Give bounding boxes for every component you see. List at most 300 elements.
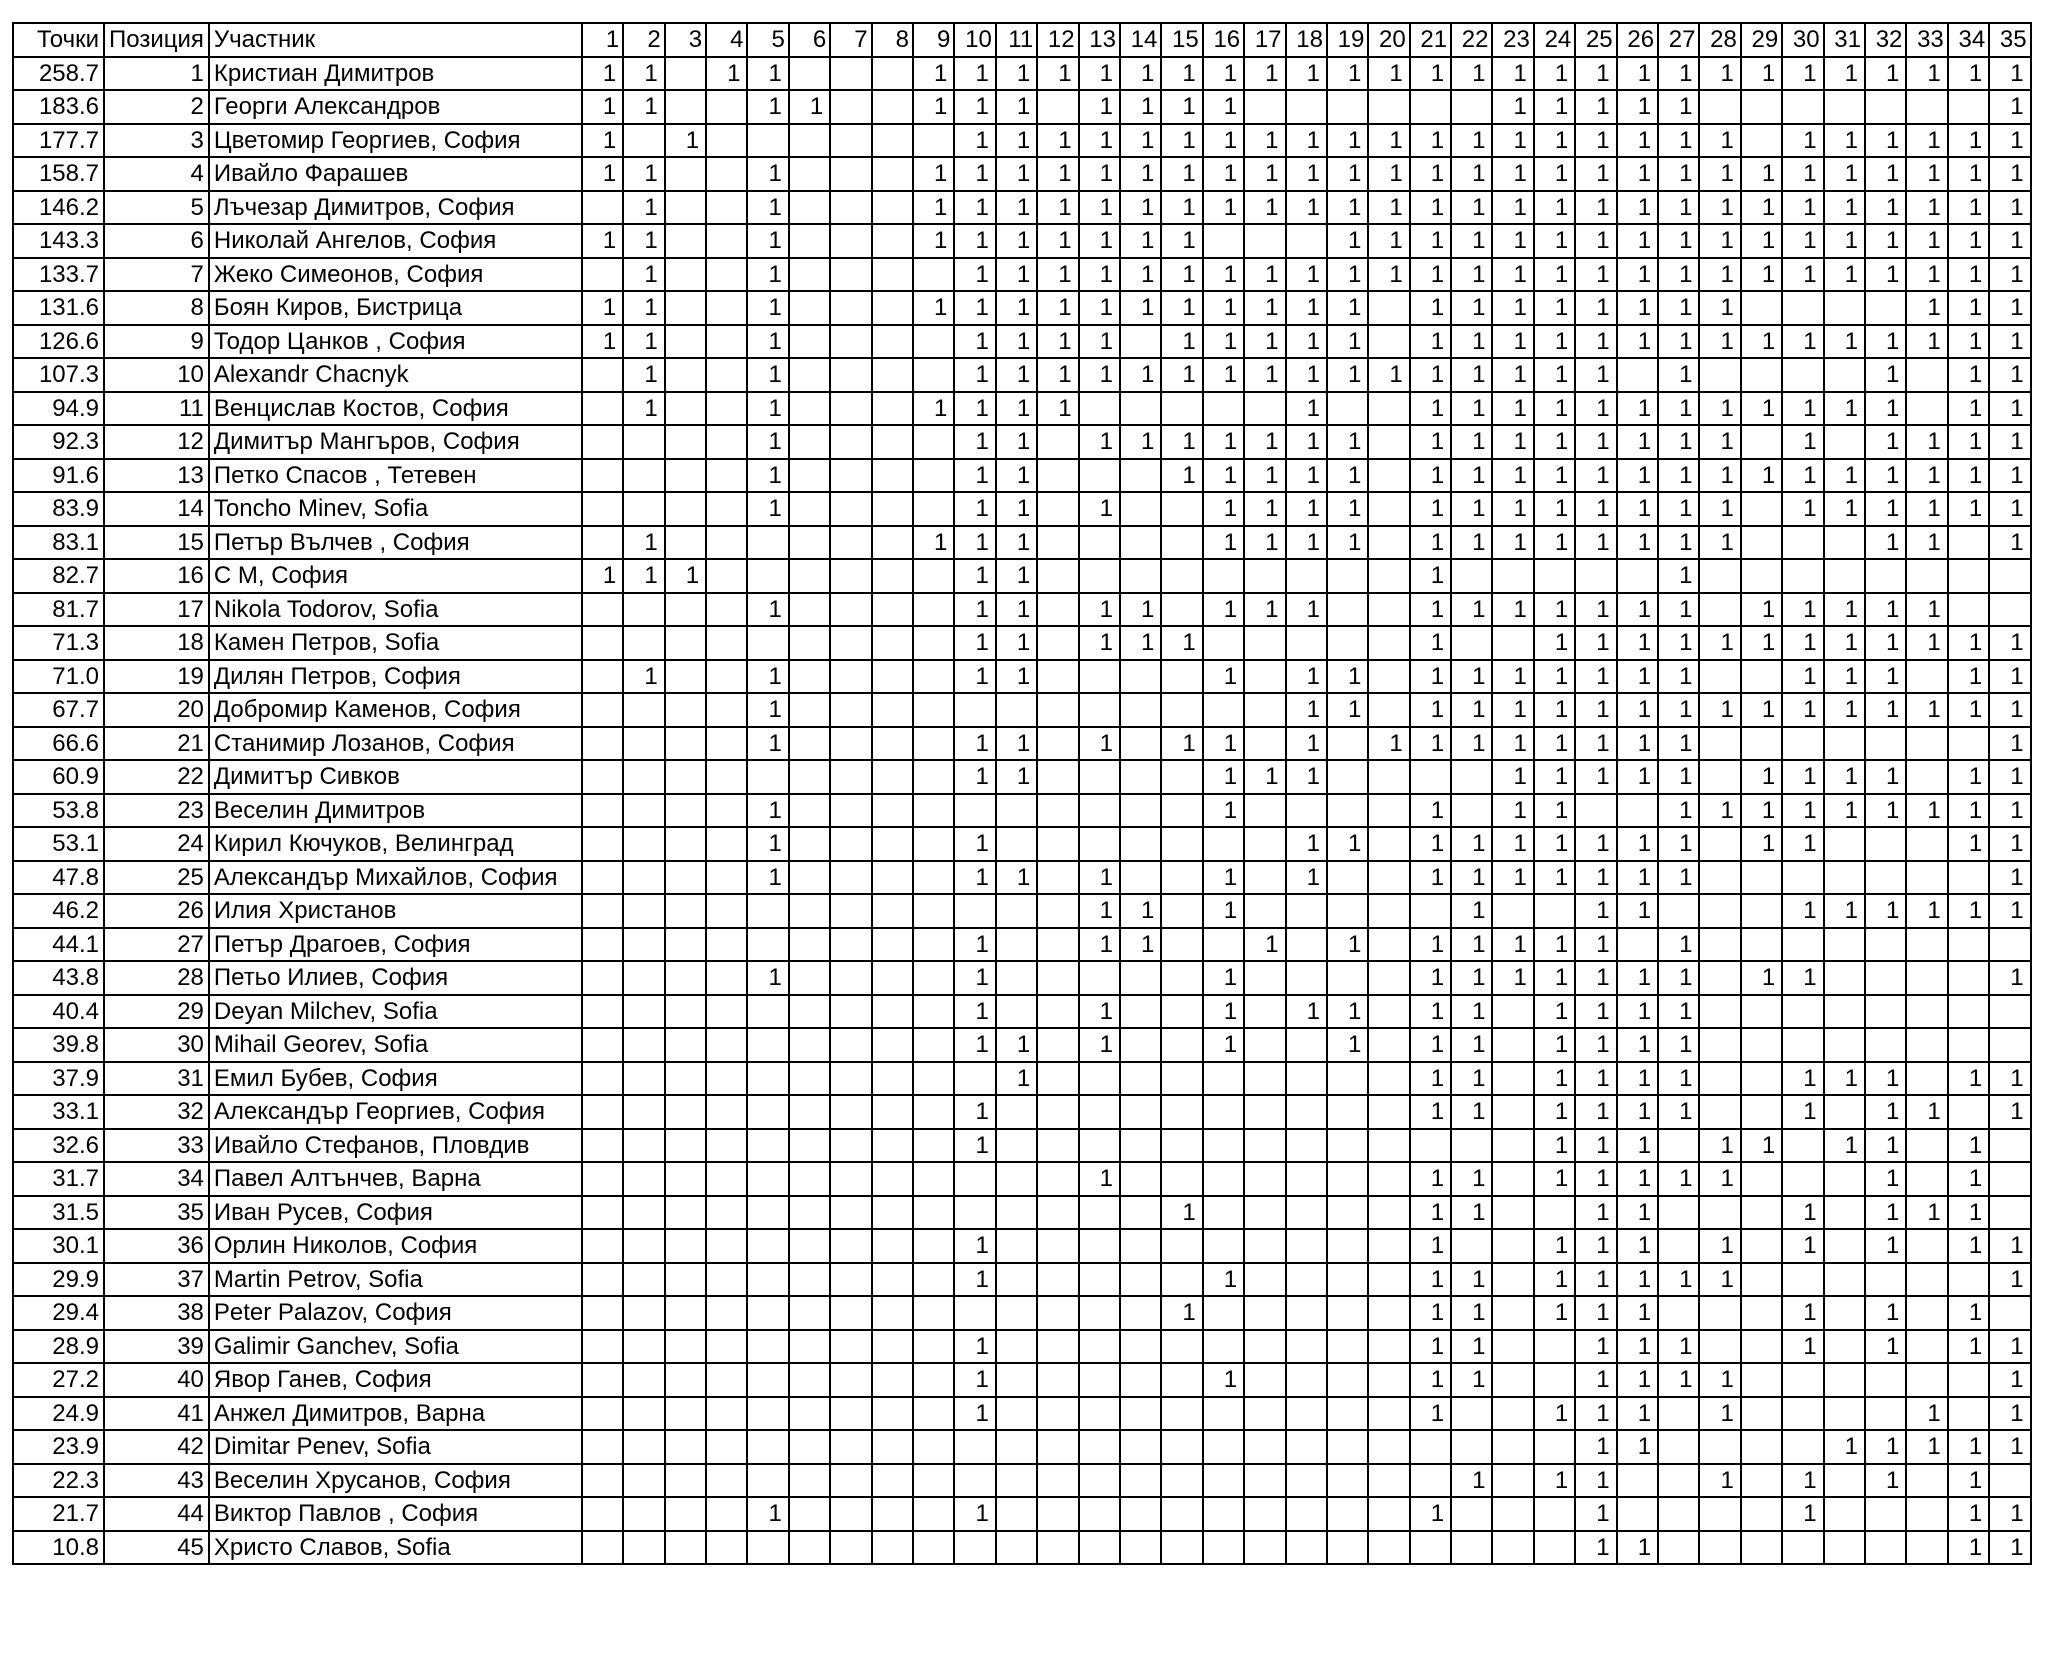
score-cell-33: 1 bbox=[1906, 1397, 1947, 1431]
score-cell-8 bbox=[872, 559, 913, 593]
score-cell-1 bbox=[582, 760, 623, 794]
score-cell-21: 1 bbox=[1410, 1062, 1451, 1096]
score-cell-18 bbox=[1286, 1464, 1327, 1498]
score-cell-15 bbox=[1161, 995, 1202, 1029]
score-cell-13: 1 bbox=[1079, 124, 1120, 158]
position-cell: 37 bbox=[104, 1263, 209, 1297]
score-cell-4 bbox=[706, 191, 747, 225]
score-cell-22: 1 bbox=[1451, 1162, 1492, 1196]
score-cell-20: 1 bbox=[1368, 358, 1409, 392]
score-cell-10: 1 bbox=[954, 392, 995, 426]
score-cell-27: 1 bbox=[1658, 258, 1699, 292]
score-cell-25: 1 bbox=[1575, 1028, 1616, 1062]
score-cell-14 bbox=[1120, 325, 1161, 359]
score-cell-26: 1 bbox=[1617, 191, 1658, 225]
table-row bbox=[13, 995, 2031, 1029]
score-cell-6 bbox=[789, 492, 830, 526]
score-cell-26 bbox=[1617, 1497, 1658, 1531]
score-cell-2 bbox=[623, 727, 664, 761]
score-cell-34: 1 bbox=[1948, 392, 1989, 426]
score-cell-22: 1 bbox=[1451, 526, 1492, 560]
score-cell-15 bbox=[1161, 1095, 1202, 1129]
score-cell-6 bbox=[789, 961, 830, 995]
score-cell-17 bbox=[1244, 559, 1285, 593]
score-cell-22: 1 bbox=[1451, 961, 1492, 995]
score-cell-7 bbox=[830, 1497, 871, 1531]
score-cell-7 bbox=[830, 626, 871, 660]
score-cell-35: 1 bbox=[1989, 1430, 2030, 1464]
participant-cell: Станимир Лозанов, София bbox=[209, 727, 582, 761]
score-cell-17 bbox=[1244, 392, 1285, 426]
score-cell-14 bbox=[1120, 392, 1161, 426]
score-cell-11 bbox=[996, 1531, 1037, 1565]
score-cell-13: 1 bbox=[1079, 1162, 1120, 1196]
score-cell-2 bbox=[623, 1263, 664, 1297]
score-cell-25: 1 bbox=[1575, 693, 1616, 727]
score-cell-22: 1 bbox=[1451, 425, 1492, 459]
score-cell-15: 1 bbox=[1161, 57, 1202, 91]
score-cell-17: 1 bbox=[1244, 425, 1285, 459]
score-cell-29 bbox=[1741, 995, 1782, 1029]
score-cell-23: 1 bbox=[1492, 459, 1533, 493]
score-cell-9: 1 bbox=[913, 392, 954, 426]
table-row bbox=[13, 425, 2031, 459]
score-cell-33: 1 bbox=[1906, 291, 1947, 325]
score-cell-29 bbox=[1741, 1497, 1782, 1531]
position-cell: 31 bbox=[104, 1062, 209, 1096]
points-cell: 143.3 bbox=[13, 224, 104, 258]
score-cell-11 bbox=[996, 1296, 1037, 1330]
score-cell-7 bbox=[830, 1330, 871, 1364]
score-cell-9 bbox=[913, 1397, 954, 1431]
score-cell-26: 1 bbox=[1617, 425, 1658, 459]
score-cell-12 bbox=[1037, 1162, 1078, 1196]
score-cell-6 bbox=[789, 258, 830, 292]
score-cell-29 bbox=[1741, 1095, 1782, 1129]
score-cell-29 bbox=[1741, 1363, 1782, 1397]
score-cell-22 bbox=[1451, 90, 1492, 124]
score-cell-5 bbox=[747, 1464, 788, 1498]
score-cell-6 bbox=[789, 1430, 830, 1464]
score-cell-26: 1 bbox=[1617, 693, 1658, 727]
score-cell-15: 1 bbox=[1161, 325, 1202, 359]
score-cell-24: 1 bbox=[1534, 358, 1575, 392]
score-cell-18 bbox=[1286, 1397, 1327, 1431]
score-cell-28 bbox=[1699, 995, 1740, 1029]
position-cell: 6 bbox=[104, 224, 209, 258]
score-cell-10: 1 bbox=[954, 258, 995, 292]
score-cell-25: 1 bbox=[1575, 1263, 1616, 1297]
score-cell-8 bbox=[872, 1229, 913, 1263]
score-cell-34 bbox=[1948, 90, 1989, 124]
score-cell-10 bbox=[954, 794, 995, 828]
score-cell-19: 1 bbox=[1327, 995, 1368, 1029]
score-cell-23: 1 bbox=[1492, 760, 1533, 794]
participant-cell: Орлин Николов, София bbox=[209, 1229, 582, 1263]
score-cell-13: 1 bbox=[1079, 928, 1120, 962]
score-cell-1: 1 bbox=[582, 57, 623, 91]
score-cell-17 bbox=[1244, 894, 1285, 928]
score-cell-3: 1 bbox=[665, 559, 706, 593]
score-cell-13 bbox=[1079, 1397, 1120, 1431]
score-cell-26: 1 bbox=[1617, 325, 1658, 359]
score-cell-31 bbox=[1824, 1229, 1865, 1263]
participant-cell: Христо Славов, Sofia bbox=[209, 1531, 582, 1565]
task-header-27: 27 bbox=[1658, 23, 1699, 57]
score-cell-19 bbox=[1327, 1296, 1368, 1330]
score-cell-29: 1 bbox=[1741, 325, 1782, 359]
score-cell-5 bbox=[747, 1531, 788, 1565]
score-cell-30 bbox=[1782, 1129, 1823, 1163]
participant-cell: Dimitar Penev, Sofia bbox=[209, 1430, 582, 1464]
score-cell-9 bbox=[913, 1531, 954, 1565]
score-cell-30: 1 bbox=[1782, 1095, 1823, 1129]
score-cell-31 bbox=[1824, 291, 1865, 325]
score-cell-10: 1 bbox=[954, 827, 995, 861]
score-cell-8 bbox=[872, 459, 913, 493]
score-cell-7 bbox=[830, 1263, 871, 1297]
score-cell-2 bbox=[623, 1397, 664, 1431]
score-cell-28: 1 bbox=[1699, 794, 1740, 828]
score-cell-20 bbox=[1368, 894, 1409, 928]
score-cell-6 bbox=[789, 1095, 830, 1129]
score-cell-25: 1 bbox=[1575, 760, 1616, 794]
score-cell-22: 1 bbox=[1451, 1196, 1492, 1230]
score-cell-20 bbox=[1368, 90, 1409, 124]
score-cell-33 bbox=[1906, 660, 1947, 694]
score-cell-1 bbox=[582, 1430, 623, 1464]
score-cell-9 bbox=[913, 492, 954, 526]
score-cell-6 bbox=[789, 526, 830, 560]
score-cell-34: 1 bbox=[1948, 1296, 1989, 1330]
score-cell-7 bbox=[830, 660, 871, 694]
score-cell-31 bbox=[1824, 425, 1865, 459]
score-cell-35: 1 bbox=[1989, 1062, 2030, 1096]
score-cell-16 bbox=[1203, 559, 1244, 593]
score-cell-22: 1 bbox=[1451, 1263, 1492, 1297]
score-cell-28 bbox=[1699, 593, 1740, 627]
score-cell-18 bbox=[1286, 1430, 1327, 1464]
score-cell-19: 1 bbox=[1327, 459, 1368, 493]
score-cell-16 bbox=[1203, 1531, 1244, 1565]
score-cell-2 bbox=[623, 1229, 664, 1263]
score-cell-1 bbox=[582, 258, 623, 292]
score-cell-27: 1 bbox=[1658, 124, 1699, 158]
score-cell-3 bbox=[665, 459, 706, 493]
score-cell-27: 1 bbox=[1658, 191, 1699, 225]
score-cell-17: 1 bbox=[1244, 325, 1285, 359]
score-cell-35: 1 bbox=[1989, 1397, 2030, 1431]
score-cell-15: 1 bbox=[1161, 425, 1202, 459]
score-cell-14 bbox=[1120, 961, 1161, 995]
points-cell: 126.6 bbox=[13, 325, 104, 359]
score-cell-3 bbox=[665, 1330, 706, 1364]
score-cell-6 bbox=[789, 1263, 830, 1297]
score-cell-4 bbox=[706, 90, 747, 124]
score-cell-34: 1 bbox=[1948, 1464, 1989, 1498]
score-cell-3 bbox=[665, 1296, 706, 1330]
score-cell-10 bbox=[954, 693, 995, 727]
score-cell-8 bbox=[872, 526, 913, 560]
task-header-1: 1 bbox=[582, 23, 623, 57]
score-cell-6: 1 bbox=[789, 90, 830, 124]
score-cell-12 bbox=[1037, 559, 1078, 593]
score-cell-11: 1 bbox=[996, 492, 1037, 526]
score-cell-29: 1 bbox=[1741, 392, 1782, 426]
score-cell-11: 1 bbox=[996, 626, 1037, 660]
score-cell-22 bbox=[1451, 559, 1492, 593]
score-cell-8 bbox=[872, 291, 913, 325]
score-cell-24: 1 bbox=[1534, 425, 1575, 459]
score-cell-25: 1 bbox=[1575, 291, 1616, 325]
score-cell-6 bbox=[789, 325, 830, 359]
table-row bbox=[13, 1531, 2031, 1565]
position-cell: 28 bbox=[104, 961, 209, 995]
score-cell-10: 1 bbox=[954, 1497, 995, 1531]
score-cell-20 bbox=[1368, 1531, 1409, 1565]
score-cell-3 bbox=[665, 425, 706, 459]
score-cell-20 bbox=[1368, 1296, 1409, 1330]
score-cell-12 bbox=[1037, 961, 1078, 995]
score-cell-2: 1 bbox=[623, 325, 664, 359]
position-cell: 20 bbox=[104, 693, 209, 727]
score-cell-35: 1 bbox=[1989, 224, 2030, 258]
table-row bbox=[13, 1497, 2031, 1531]
score-cell-21: 1 bbox=[1410, 827, 1451, 861]
score-cell-31 bbox=[1824, 1095, 1865, 1129]
score-cell-4 bbox=[706, 258, 747, 292]
score-cell-34: 1 bbox=[1948, 1229, 1989, 1263]
score-cell-27: 1 bbox=[1658, 1162, 1699, 1196]
score-cell-35: 1 bbox=[1989, 693, 2030, 727]
table-row bbox=[13, 124, 2031, 158]
score-cell-21: 1 bbox=[1410, 1330, 1451, 1364]
score-cell-8 bbox=[872, 157, 913, 191]
table-row bbox=[13, 291, 2031, 325]
score-cell-9: 1 bbox=[913, 90, 954, 124]
score-cell-22: 1 bbox=[1451, 224, 1492, 258]
score-cell-25: 1 bbox=[1575, 1296, 1616, 1330]
score-cell-31 bbox=[1824, 827, 1865, 861]
score-cell-35: 1 bbox=[1989, 157, 2030, 191]
score-cell-34 bbox=[1948, 559, 1989, 593]
score-cell-35: 1 bbox=[1989, 57, 2030, 91]
score-cell-21: 1 bbox=[1410, 928, 1451, 962]
score-cell-23: 1 bbox=[1492, 191, 1533, 225]
score-cell-2 bbox=[623, 894, 664, 928]
score-cell-33 bbox=[1906, 861, 1947, 895]
score-cell-26: 1 bbox=[1617, 492, 1658, 526]
score-cell-19 bbox=[1327, 626, 1368, 660]
task-header-7: 7 bbox=[830, 23, 871, 57]
score-cell-5 bbox=[747, 559, 788, 593]
score-cell-27: 1 bbox=[1658, 559, 1699, 593]
score-cell-33 bbox=[1906, 727, 1947, 761]
score-cell-17: 1 bbox=[1244, 157, 1285, 191]
score-cell-16: 1 bbox=[1203, 57, 1244, 91]
score-cell-20 bbox=[1368, 1196, 1409, 1230]
score-cell-34: 1 bbox=[1948, 1330, 1989, 1364]
score-cell-26: 1 bbox=[1617, 224, 1658, 258]
score-cell-11: 1 bbox=[996, 191, 1037, 225]
score-cell-13: 1 bbox=[1079, 291, 1120, 325]
score-cell-17 bbox=[1244, 224, 1285, 258]
score-cell-5 bbox=[747, 1263, 788, 1297]
score-cell-26 bbox=[1617, 1464, 1658, 1498]
score-cell-31 bbox=[1824, 727, 1865, 761]
score-cell-10: 1 bbox=[954, 1397, 995, 1431]
score-cell-9 bbox=[913, 995, 954, 1029]
score-cell-13: 1 bbox=[1079, 593, 1120, 627]
score-cell-12 bbox=[1037, 1062, 1078, 1096]
score-cell-12 bbox=[1037, 1430, 1078, 1464]
score-cell-25: 1 bbox=[1575, 258, 1616, 292]
score-cell-19 bbox=[1327, 1497, 1368, 1531]
score-cell-13: 1 bbox=[1079, 191, 1120, 225]
score-cell-15 bbox=[1161, 1229, 1202, 1263]
score-cell-26: 1 bbox=[1617, 1397, 1658, 1431]
score-cell-24 bbox=[1534, 1363, 1575, 1397]
score-cell-30 bbox=[1782, 928, 1823, 962]
score-cell-16: 1 bbox=[1203, 459, 1244, 493]
points-cell: 37.9 bbox=[13, 1062, 104, 1096]
score-cell-6 bbox=[789, 559, 830, 593]
header-row bbox=[13, 23, 2031, 57]
score-cell-10 bbox=[954, 894, 995, 928]
score-cell-2 bbox=[623, 459, 664, 493]
score-cell-25: 1 bbox=[1575, 1196, 1616, 1230]
score-cell-34: 1 bbox=[1948, 191, 1989, 225]
score-cell-12 bbox=[1037, 425, 1078, 459]
score-cell-11: 1 bbox=[996, 57, 1037, 91]
score-cell-25: 1 bbox=[1575, 626, 1616, 660]
score-cell-13: 1 bbox=[1079, 224, 1120, 258]
score-cell-21: 1 bbox=[1410, 291, 1451, 325]
score-cell-14 bbox=[1120, 760, 1161, 794]
score-cell-31 bbox=[1824, 1397, 1865, 1431]
score-cell-19: 1 bbox=[1327, 224, 1368, 258]
score-cell-5: 1 bbox=[747, 258, 788, 292]
score-cell-27: 1 bbox=[1658, 1330, 1699, 1364]
score-cell-10: 1 bbox=[954, 1330, 995, 1364]
score-cell-13 bbox=[1079, 1263, 1120, 1297]
score-cell-19 bbox=[1327, 1397, 1368, 1431]
points-cell: 27.2 bbox=[13, 1363, 104, 1397]
score-cell-34 bbox=[1948, 1263, 1989, 1297]
table-row bbox=[13, 1330, 2031, 1364]
score-cell-20 bbox=[1368, 1397, 1409, 1431]
score-cell-32: 1 bbox=[1865, 593, 1906, 627]
score-cell-23: 1 bbox=[1492, 492, 1533, 526]
task-header-11: 11 bbox=[996, 23, 1037, 57]
score-cell-19: 1 bbox=[1327, 1028, 1368, 1062]
score-cell-25: 1 bbox=[1575, 827, 1616, 861]
score-cell-25: 1 bbox=[1575, 1464, 1616, 1498]
score-cell-31: 1 bbox=[1824, 492, 1865, 526]
score-cell-24 bbox=[1534, 1330, 1575, 1364]
score-cell-32: 1 bbox=[1865, 258, 1906, 292]
score-cell-3 bbox=[665, 157, 706, 191]
score-cell-35: 1 bbox=[1989, 1263, 2030, 1297]
points-cell: 29.9 bbox=[13, 1263, 104, 1297]
score-cell-19: 1 bbox=[1327, 291, 1368, 325]
score-cell-31: 1 bbox=[1824, 593, 1865, 627]
score-cell-6 bbox=[789, 1330, 830, 1364]
score-cell-12 bbox=[1037, 459, 1078, 493]
score-cell-35: 1 bbox=[1989, 861, 2030, 895]
score-cell-15 bbox=[1161, 1531, 1202, 1565]
task-header-22: 22 bbox=[1451, 23, 1492, 57]
position-cell: 44 bbox=[104, 1497, 209, 1531]
score-cell-7 bbox=[830, 459, 871, 493]
score-cell-9 bbox=[913, 827, 954, 861]
score-cell-5: 1 bbox=[747, 727, 788, 761]
score-cell-12: 1 bbox=[1037, 392, 1078, 426]
score-cell-21 bbox=[1410, 1129, 1451, 1163]
score-cell-7 bbox=[830, 1062, 871, 1096]
score-cell-11: 1 bbox=[996, 1028, 1037, 1062]
score-cell-22: 1 bbox=[1451, 1330, 1492, 1364]
score-cell-21: 1 bbox=[1410, 1397, 1451, 1431]
score-cell-16 bbox=[1203, 1062, 1244, 1096]
score-cell-34: 1 bbox=[1948, 660, 1989, 694]
score-cell-7 bbox=[830, 425, 871, 459]
points-cell: 29.4 bbox=[13, 1296, 104, 1330]
score-cell-14 bbox=[1120, 995, 1161, 1029]
score-cell-1: 1 bbox=[582, 559, 623, 593]
score-cell-10 bbox=[954, 1464, 995, 1498]
score-cell-24: 1 bbox=[1534, 291, 1575, 325]
score-cell-35: 1 bbox=[1989, 961, 2030, 995]
score-cell-1 bbox=[582, 1330, 623, 1364]
score-cell-26: 1 bbox=[1617, 124, 1658, 158]
table-row bbox=[13, 894, 2031, 928]
score-cell-4 bbox=[706, 928, 747, 962]
score-cell-4 bbox=[706, 727, 747, 761]
score-cell-9 bbox=[913, 1196, 954, 1230]
participant-cell: Ивайло Стефанов, Пловдив bbox=[209, 1129, 582, 1163]
score-cell-7 bbox=[830, 894, 871, 928]
score-cell-6 bbox=[789, 425, 830, 459]
score-cell-25: 1 bbox=[1575, 1330, 1616, 1364]
score-cell-29 bbox=[1741, 1330, 1782, 1364]
score-cell-2: 1 bbox=[623, 291, 664, 325]
score-cell-18: 1 bbox=[1286, 593, 1327, 627]
score-cell-27: 1 bbox=[1658, 1028, 1699, 1062]
score-cell-12 bbox=[1037, 861, 1078, 895]
score-cell-22 bbox=[1451, 1531, 1492, 1565]
score-cell-8 bbox=[872, 660, 913, 694]
score-cell-17: 1 bbox=[1244, 358, 1285, 392]
score-cell-2: 1 bbox=[623, 224, 664, 258]
score-cell-33: 1 bbox=[1906, 492, 1947, 526]
score-cell-33: 1 bbox=[1906, 693, 1947, 727]
table-row bbox=[13, 492, 2031, 526]
score-cell-20 bbox=[1368, 693, 1409, 727]
score-cell-5 bbox=[747, 626, 788, 660]
score-cell-8 bbox=[872, 325, 913, 359]
score-cell-14: 1 bbox=[1120, 57, 1161, 91]
score-cell-7 bbox=[830, 961, 871, 995]
score-cell-23 bbox=[1492, 559, 1533, 593]
score-cell-23: 1 bbox=[1492, 693, 1533, 727]
score-cell-12 bbox=[1037, 660, 1078, 694]
score-cell-10 bbox=[954, 1296, 995, 1330]
score-cell-28 bbox=[1699, 1330, 1740, 1364]
score-cell-22: 1 bbox=[1451, 157, 1492, 191]
score-cell-29 bbox=[1741, 492, 1782, 526]
score-cell-24 bbox=[1534, 1430, 1575, 1464]
